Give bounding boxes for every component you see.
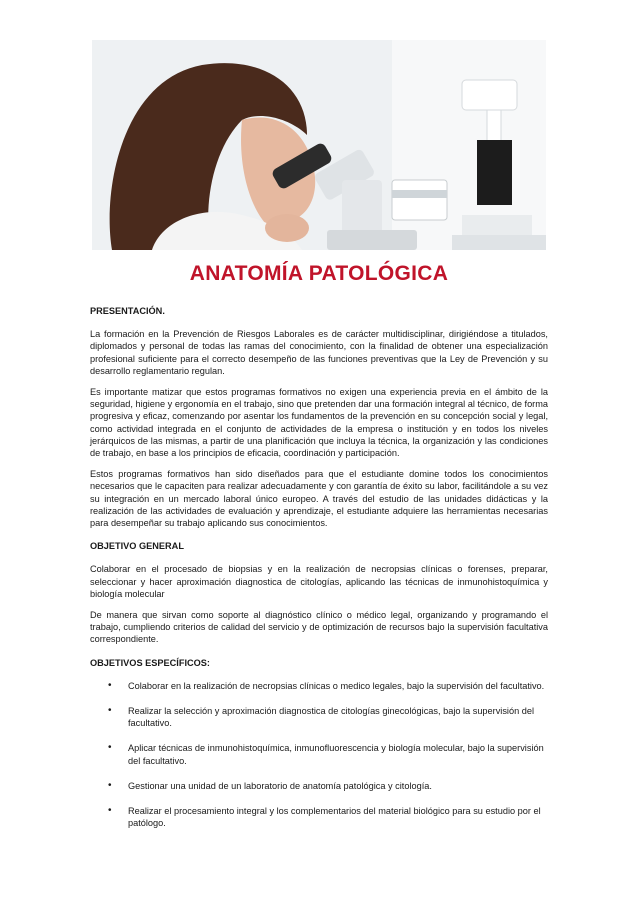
bullet-icon: • [108, 679, 112, 691]
list-item [90, 742, 548, 766]
hero-image [92, 40, 546, 250]
bullet-icon: • [108, 805, 112, 817]
list-item-text: Gestionar una unidad de un laboratorio de anatomía patológica y citología. [128, 780, 432, 791]
section-heading-presentacion: PRESENTACIÓN. [90, 306, 165, 316]
bullet-icon: • [108, 779, 112, 791]
paragraph: La formación en la Prevención de Riesgos Laborales es de carácter multidisciplinar, dirigiéndose a titulados, diplomados y personal de todas las ramas del conocimiento, con la finalidad de obtener una especialización profesional suficiente para el correcto desempeño de las funciones preventivas que la Ley de Prevención y su desarrollo reglamentario regulan. [90, 329, 548, 376]
paragraph: Colaborar en el procesado de biopsias y en la realización de necropsias clínicas o forenses, preparar, seleccionar y hacer aproximación diagnostica de citologías, aplicando las técnicas de inmunohistoquímica y biología molecular [90, 564, 548, 599]
section-heading-objetivo-general: OBJETIVO GENERAL [90, 541, 184, 552]
list-item [90, 680, 548, 692]
list-item [90, 780, 548, 792]
list-item-text: Colaborar en la realización de necropsias clínicas o medico legales, bajo la supervisión del facultativo. [128, 680, 545, 691]
paragraph: Estos programas formativos han sido diseñados para que el estudiante domine todos los conocimientos necesarios que le capaciten para realizar adecuadamente y con garantía de éxito su labor, facilitándole a su vez su integración en un mercado laboral único europeo. A través del estudio de las unidades didácticas y la realización de las actividades de evaluación y aprendizaje, el estudiante adquiere las herramientas necesarias para desempeñar su trabajo aplicando sus conocimientos. [90, 469, 548, 529]
list-item-text: Aplicar técnicas de inmunohistoquímica, inmunofluorescencia y biología molecular, bajo la supervisión del facultativo. [128, 743, 544, 766]
list-item [90, 705, 548, 729]
list-item [90, 805, 548, 829]
section-heading-objetivos-especificos: OBJETIVOS ESPECÍFICOS: [90, 657, 210, 668]
bullet-icon: • [108, 742, 112, 754]
list-item-text: Realizar la selección y aproximación diagnostica de citologías ginecológicas, bajo la supervisión del facultativo. [128, 706, 535, 729]
specific-objectives-list [90, 680, 548, 830]
page-title: ANATOMÍA PATOLÓGICA [189, 262, 449, 285]
list-item-text: Realizar el procesamiento integral y los complementarios del material biológico para su estudio por el patólogo. [128, 806, 541, 829]
paragraph: De manera que sirvan como soporte al diagnóstico clínico o médico legal, organizando y programando el trabajo, cumpliendo criterios de calidad del servicio y de optimización de recursos bajo la supervisión facultativa correspondiente. [90, 610, 548, 645]
bullet-icon: • [108, 705, 112, 717]
paragraph: Es importante matizar que estos programas formativos no exigen una experiencia previa en el ámbito de la seguridad, higiene y ergonomía en el trabajo, sino que pretenden dar una formación integral al técnico, de forma progresiva y eficaz, comenzando por asentar los fundamentos de la prevención en su concepción social y legal, como actividad integrada en el conjunto de actividades de la empresa o institución y en todos los niveles jerárquicos de las mismas, a partir de una planificación que incluya la técnica, la organización y las condiciones de trabajo, en base a los principios de eficacia, coordinación y participación. [90, 387, 548, 459]
document-body [90, 305, 548, 843]
